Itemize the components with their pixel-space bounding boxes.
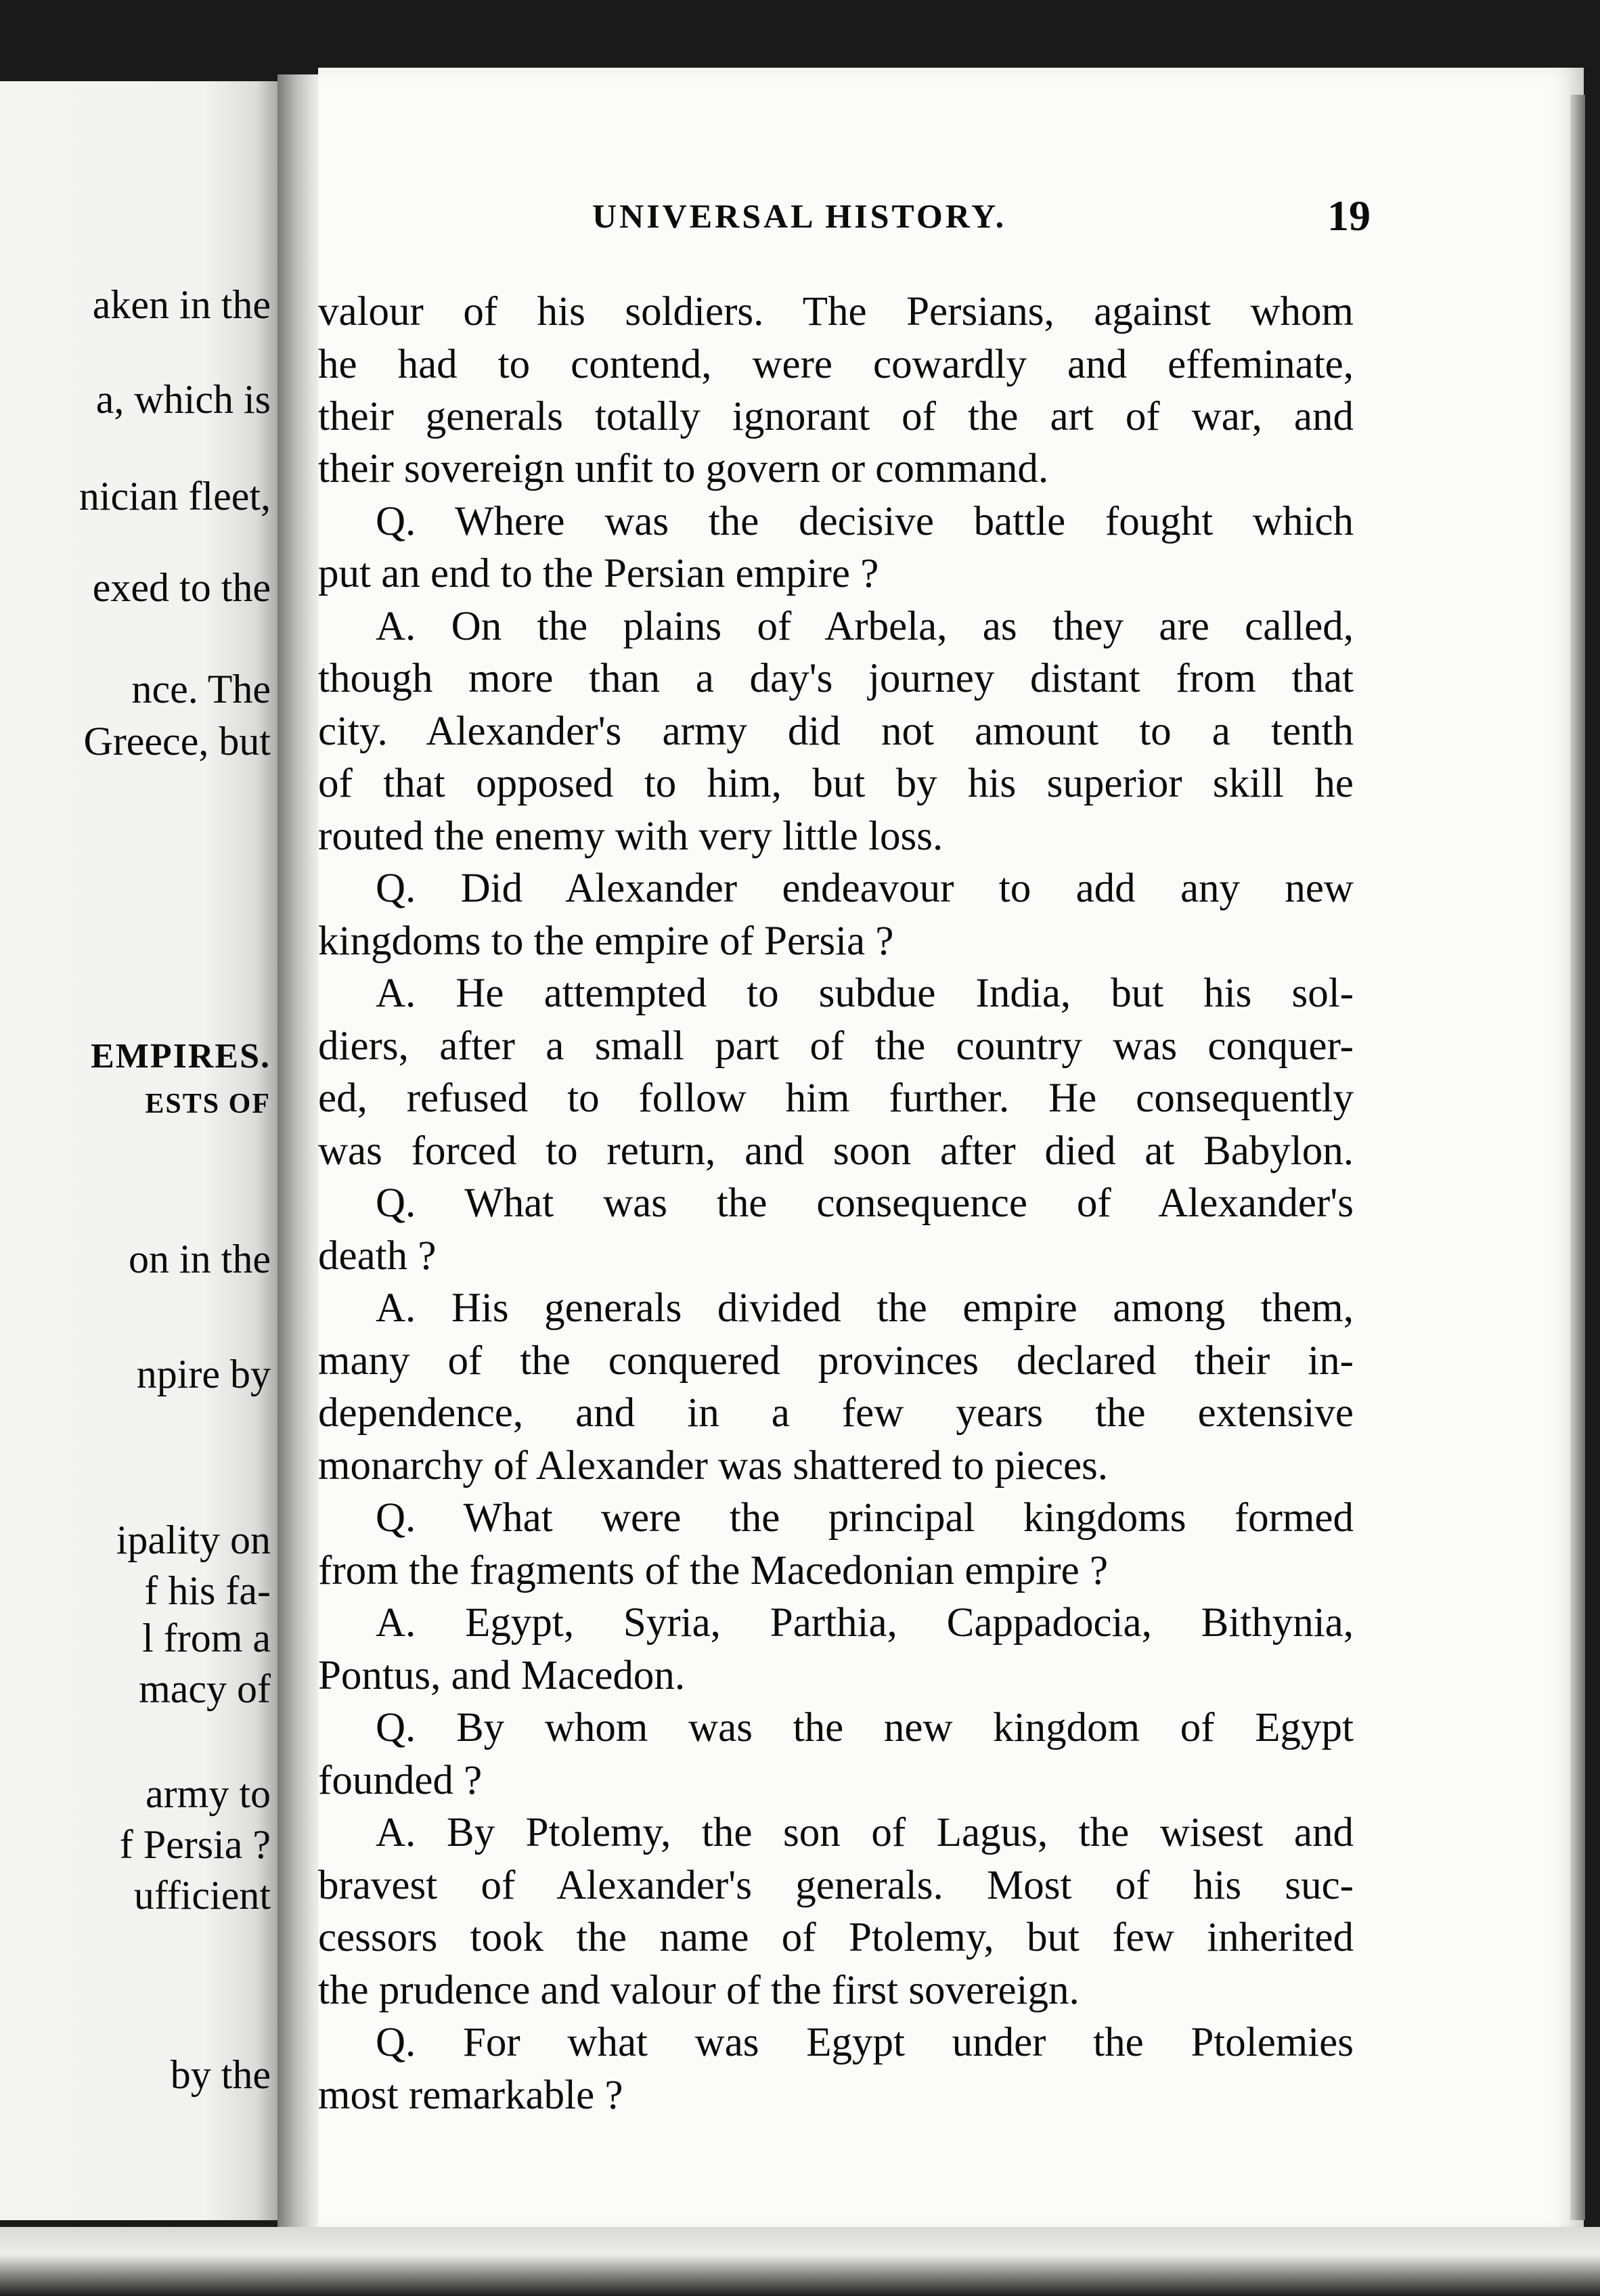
body-line: city. Alexander's army did not amount to a tenth xyxy=(318,709,1354,754)
left-line: f Persia ? xyxy=(119,1822,271,1867)
body-line: their generals totally ignorant of the art of war, and xyxy=(318,394,1354,439)
question-line: Q. Where was the decisive battle fought which xyxy=(376,499,1354,544)
left-line-heading: ESTS OF xyxy=(145,1088,271,1120)
left-line: nce. The xyxy=(131,667,271,711)
answer-line: A. On the plains of Arbela, as they are called, xyxy=(376,604,1354,649)
body-line: dependence, and in a few years the extensive xyxy=(318,1390,1354,1436)
answer-line: A. His generals divided the empire among them, xyxy=(376,1285,1354,1331)
bottom-edge xyxy=(0,2227,1600,2296)
left-line: on in the xyxy=(129,1237,271,1281)
running-head: UNIVERSAL HISTORY. xyxy=(592,197,1007,235)
left-line: by the xyxy=(170,2052,271,2097)
question-line: Q. For what was Egypt under the Ptolemies xyxy=(376,2020,1354,2065)
body-line: death ? xyxy=(318,1233,437,1279)
left-line: aken in the xyxy=(92,282,271,327)
left-line: ipality on xyxy=(116,1518,271,1562)
left-line-heading: EMPIRES. xyxy=(91,1037,271,1076)
body-line: from the fragments of the Macedonian empire ? xyxy=(318,1548,1109,1593)
body-line: ed, refused to follow him further. He consequently xyxy=(318,1076,1354,1121)
body-line: routed the enemy with very little loss. xyxy=(318,814,943,859)
left-line: npire by xyxy=(136,1352,271,1396)
left-line: nician fleet, xyxy=(79,474,271,518)
question-line: Q. What were the principal kingdoms formed xyxy=(376,1495,1354,1541)
answer-line: A. By Ptolemy, the son of Lagus, the wisest and xyxy=(376,1810,1354,1855)
left-line: f his fa- xyxy=(144,1568,271,1613)
body-line: of that opposed to him, but by his superior skill he xyxy=(318,761,1354,806)
body-line: Pontus, and Macedon. xyxy=(318,1653,686,1698)
body-line: though more than a day's journey distant from that xyxy=(318,656,1354,701)
answer-line: A. Egypt, Syria, Parthia, Cappadocia, Bithynia, xyxy=(376,1600,1354,1646)
body-line: many of the conquered provinces declared their in- xyxy=(318,1338,1354,1384)
body-line: was forced to return, and soon after died at Babylon. xyxy=(318,1128,1354,1174)
body-line: he had to contend, were cowardly and effeminate, xyxy=(318,342,1354,387)
body-line: monarchy of Alexander was shattered to pieces. xyxy=(318,1443,1109,1488)
body-line: cessors took the name of Ptolemy, but few inherited xyxy=(318,1915,1354,1960)
body-line: founded ? xyxy=(318,1758,483,1803)
left-line: exed to the xyxy=(92,565,271,610)
left-line: ufficient xyxy=(133,1873,271,1918)
left-line: Greece, but xyxy=(83,719,271,764)
page-edge xyxy=(1570,95,1585,2220)
left-line: a, which is xyxy=(95,377,271,422)
question-line: Q. Did Alexander endeavour to add any new xyxy=(376,866,1354,911)
answer-line: A. He attempted to subdue India, but his sol- xyxy=(376,971,1354,1016)
body-line: valour of his soldiers. The Persians, against whom xyxy=(318,289,1354,334)
left-page-text xyxy=(0,81,291,2220)
body-line: bravest of Alexander's generals. Most of his suc- xyxy=(318,1863,1354,1908)
left-line: l from a xyxy=(142,1616,271,1660)
page-number: 19 xyxy=(1327,192,1371,240)
body-line: their sovereign unfit to govern or command. xyxy=(318,446,1049,491)
body-line: kingdoms to the empire of Persia ? xyxy=(318,919,894,964)
left-page xyxy=(0,81,291,2220)
body-line: put an end to the Persian empire ? xyxy=(318,551,879,596)
body-line: the prudence and valour of the first sovereign. xyxy=(318,1968,1080,2013)
body-line: diers, after a small part of the country was conquer- xyxy=(318,1023,1354,1069)
left-line: army to xyxy=(146,1771,271,1816)
question-line: Q. What was the consequence of Alexander's xyxy=(376,1180,1354,1226)
body-line: most remarkable ? xyxy=(318,2073,623,2118)
page-header xyxy=(318,192,1371,250)
question-line: Q. By whom was the new kingdom of Egypt xyxy=(376,1705,1354,1750)
left-line: macy of xyxy=(139,1666,271,1711)
